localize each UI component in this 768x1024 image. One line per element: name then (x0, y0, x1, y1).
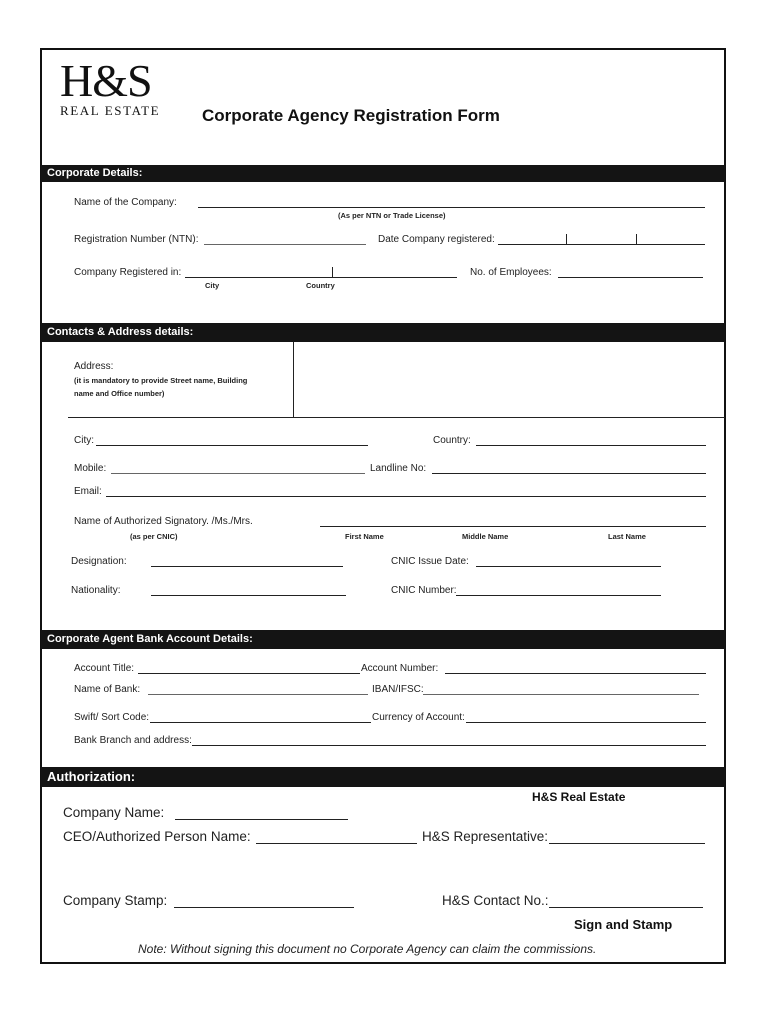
hs-representative-label: H&S Representative: (422, 829, 549, 844)
section-authorization (41, 767, 725, 787)
account-title-field[interactable] (138, 673, 360, 674)
mobile-label: Mobile: (74, 463, 107, 474)
nationality-field[interactable] (151, 595, 346, 596)
currency-label: Currency of Account: (372, 712, 465, 723)
address-label: Address: (74, 361, 114, 372)
commission-note: Note: Without signing this document no Corporate Agency can claim the commissions. (138, 942, 597, 956)
mobile-field[interactable] (111, 473, 365, 474)
last-name-caption: Last Name (608, 532, 646, 541)
sign-and-stamp-label: Sign and Stamp (574, 917, 673, 932)
address-note-1: (it is mandatory to provide Street name, Building (74, 376, 248, 385)
landline-label: Landline No: (370, 463, 427, 474)
company-stamp-label: Company Stamp: (63, 893, 168, 908)
cnic-number-field[interactable] (456, 595, 661, 596)
section-corporate-details (41, 165, 725, 182)
branch-label: Bank Branch and address: (74, 735, 192, 746)
swift-label: Swift/ Sort Code: (74, 712, 150, 723)
account-number-field[interactable] (445, 673, 706, 674)
designation-label: Designation: (71, 556, 127, 567)
designation-field[interactable] (151, 566, 343, 567)
hs-contact-field[interactable] (549, 907, 703, 908)
section-corporate-label: Corporate Details: (47, 167, 143, 179)
ntn-note: (As per NTN or Trade License) (338, 211, 446, 220)
auth-company-name-label: Company Name: (63, 805, 165, 820)
logo-subtitle: REAL ESTATE (60, 103, 161, 118)
currency-field[interactable] (466, 722, 706, 723)
address-box-bottom (68, 417, 725, 418)
cnic-note: (as per CNIC) (130, 532, 178, 541)
section-contacts (41, 323, 725, 342)
cnic-number-label: CNIC Number: (391, 585, 457, 596)
iban-label: IBAN/IFSC: (372, 684, 424, 695)
city-caption: City (205, 281, 220, 290)
company-name-label: Name of the Company: (74, 197, 177, 208)
cnic-issue-field[interactable] (476, 566, 661, 567)
date-separator-1 (566, 234, 567, 244)
address-note-2: name and Office number) (74, 389, 165, 398)
city-country-separator (332, 267, 333, 277)
employees-field[interactable] (558, 277, 703, 278)
company-stamp-field[interactable] (174, 907, 354, 908)
auth-company-name-field[interactable] (175, 819, 348, 820)
hs-contact-label: H&S Contact No.: (442, 893, 549, 908)
address-box-divider (293, 342, 294, 418)
signatory-name-field[interactable] (320, 526, 706, 527)
address-input-area[interactable] (295, 343, 723, 416)
city-field[interactable] (96, 445, 368, 446)
account-title-label: Account Title: (74, 663, 135, 674)
date-registered-label: Date Company registered: (378, 234, 495, 245)
registered-in-label: Company Registered in: (74, 267, 182, 278)
ceo-name-field[interactable] (256, 843, 417, 844)
signatory-label: Name of Authorized Signatory. /Ms./Mrs. (74, 516, 253, 527)
registration-number-label: Registration Number (NTN): (74, 234, 199, 245)
registered-in-field[interactable] (185, 277, 457, 278)
logo: H&S (60, 55, 152, 106)
country-caption: Country (306, 281, 335, 290)
nationality-label: Nationality: (71, 585, 121, 596)
date-registered-field[interactable] (498, 244, 705, 245)
registration-number-field[interactable] (204, 244, 366, 245)
section-bank (41, 630, 725, 649)
bank-name-label: Name of Bank: (74, 684, 141, 695)
branch-field[interactable] (192, 745, 706, 746)
landline-field[interactable] (432, 473, 706, 474)
first-name-caption: First Name (345, 532, 384, 541)
account-number-label: Account Number: (361, 663, 439, 674)
ceo-name-label: CEO/Authorized Person Name: (63, 829, 251, 844)
bank-name-field[interactable] (148, 694, 368, 695)
email-label: Email: (74, 486, 102, 497)
iban-field[interactable] (423, 694, 699, 695)
employees-label: No. of Employees: (470, 267, 552, 278)
city-label: City: (74, 435, 94, 446)
country-label: Country: (433, 435, 471, 446)
section-bank-label: Corporate Agent Bank Account Details: (47, 633, 253, 645)
form-frame (40, 48, 726, 964)
section-authorization-label: Authorization: (47, 769, 136, 784)
page-title: Corporate Agency Registration Form (202, 106, 500, 125)
hs-representative-field[interactable] (549, 843, 705, 844)
email-field[interactable] (106, 496, 706, 497)
cnic-issue-label: CNIC Issue Date: (391, 556, 469, 567)
section-contacts-label: Contacts & Address details: (47, 326, 194, 338)
date-separator-2 (636, 234, 637, 244)
hs-real-estate-heading: H&S Real Estate (532, 790, 626, 804)
swift-field[interactable] (150, 722, 371, 723)
company-name-field[interactable] (198, 207, 705, 208)
middle-name-caption: Middle Name (462, 532, 509, 541)
country-field[interactable] (476, 445, 706, 446)
